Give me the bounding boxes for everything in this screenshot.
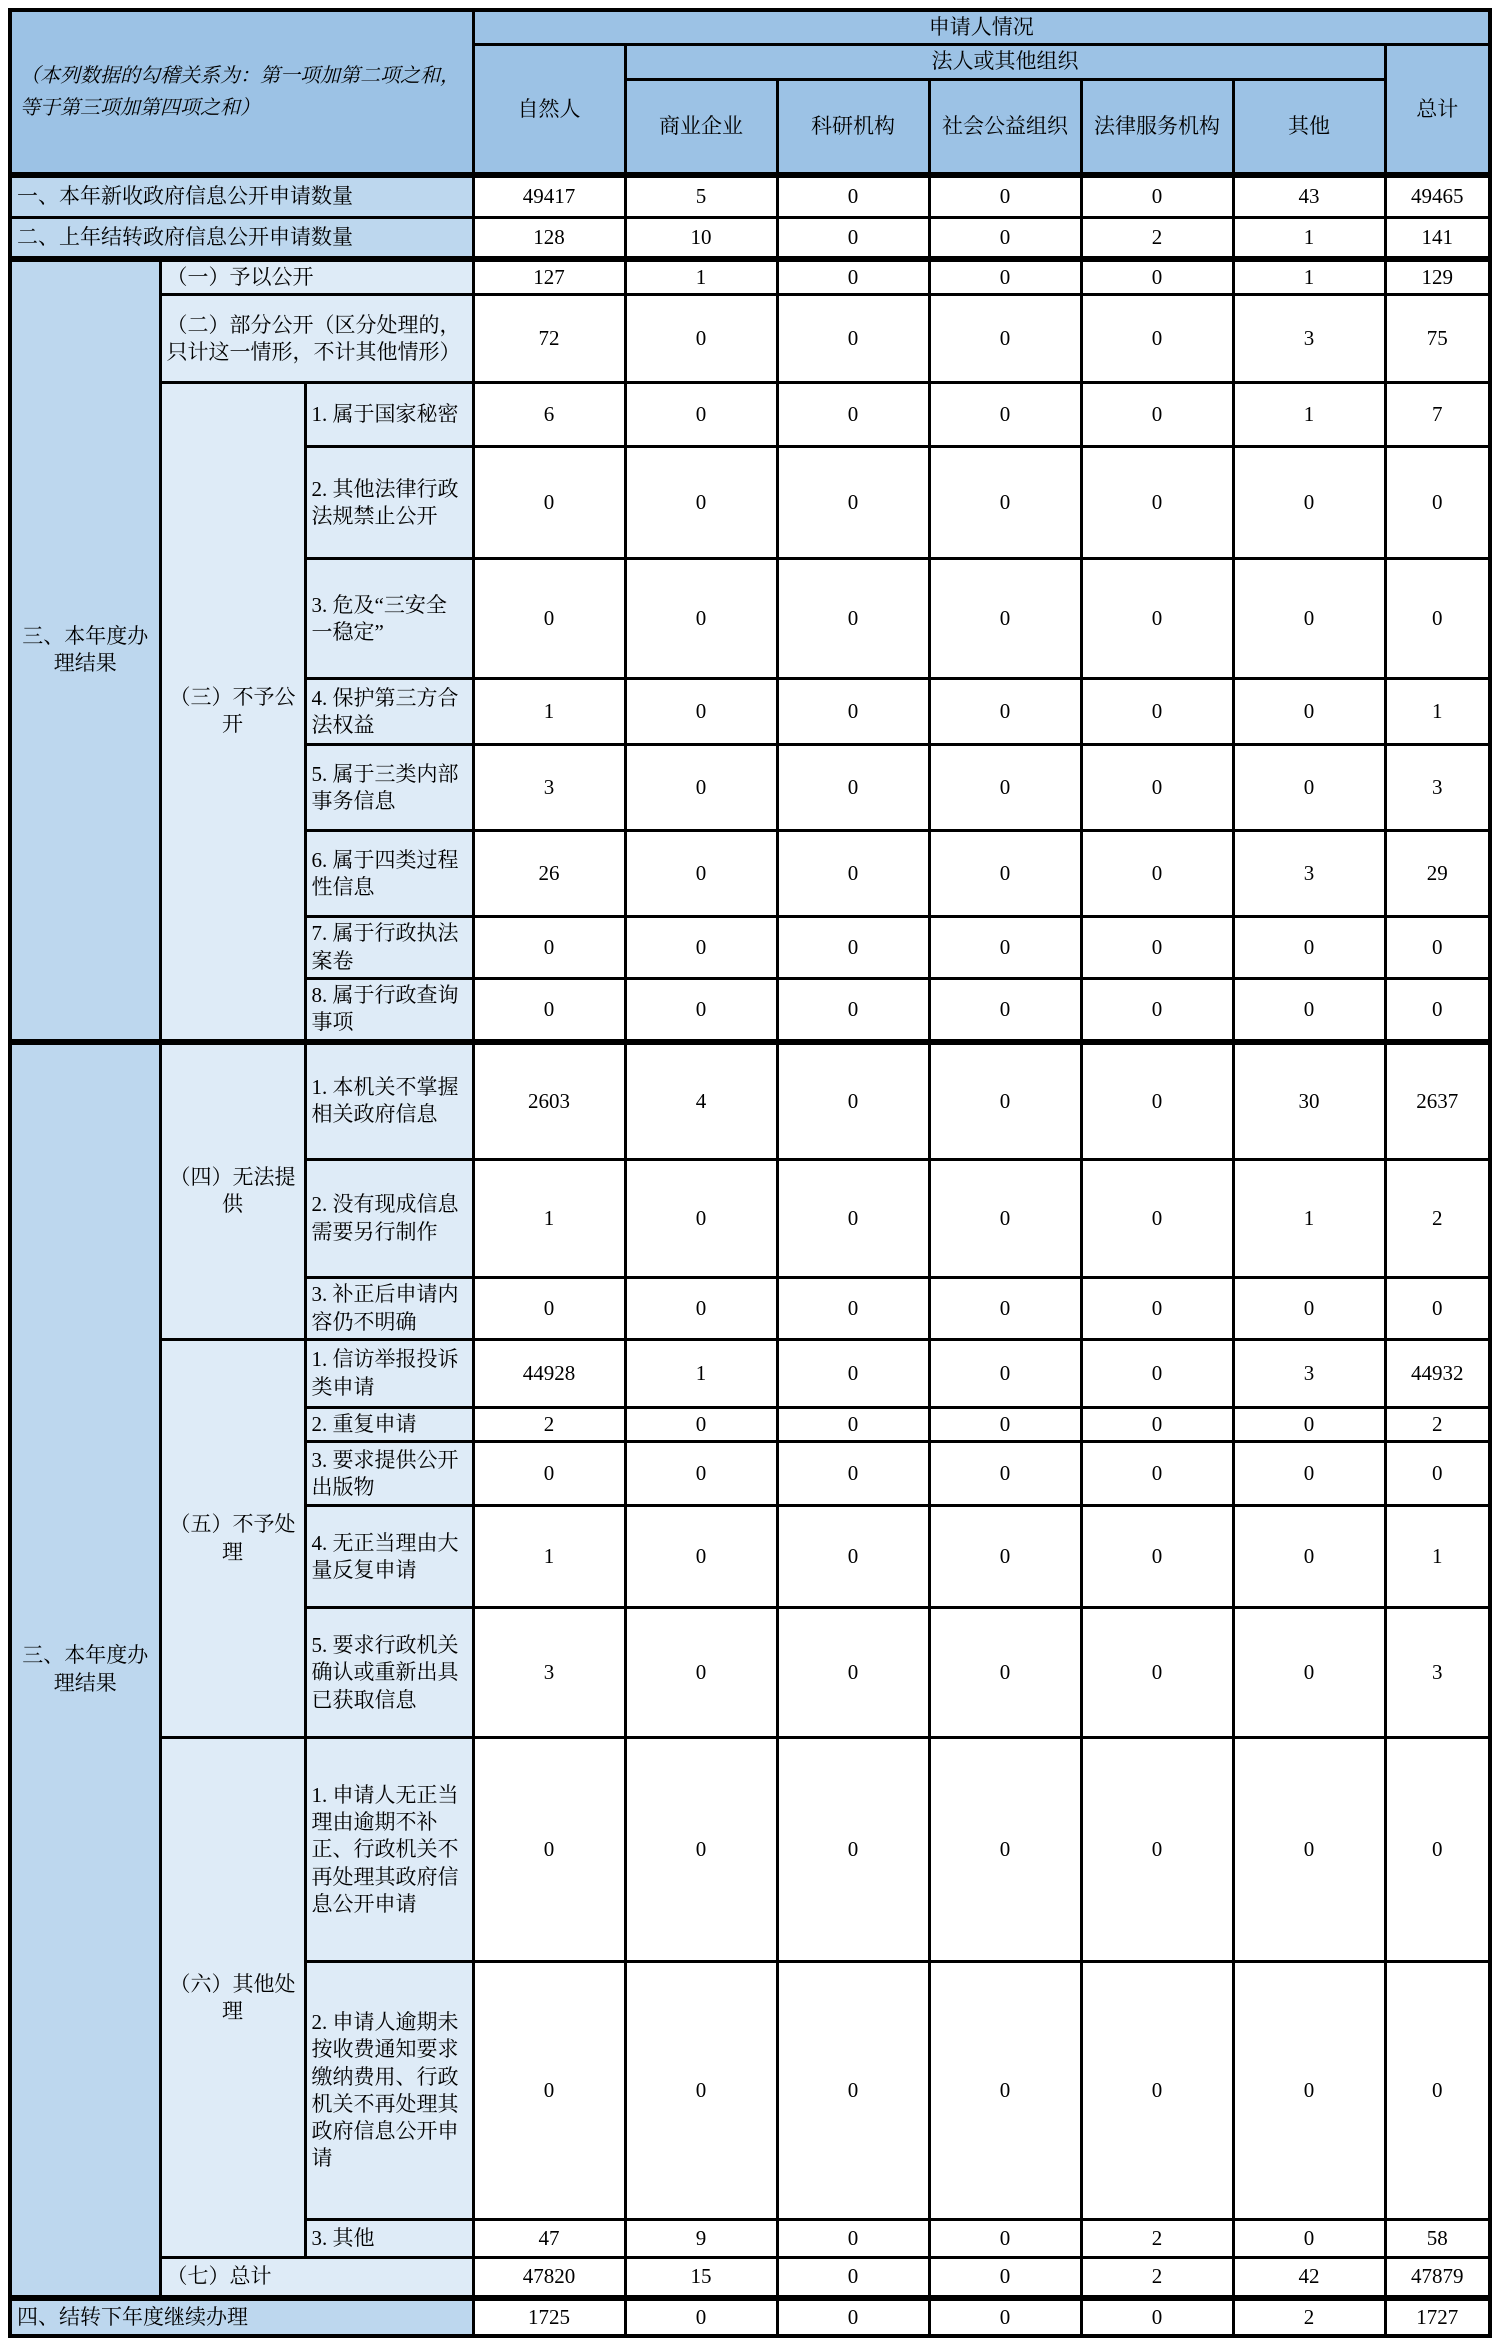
value-cell: 0 xyxy=(777,217,929,259)
value-cell: 2 xyxy=(473,1408,625,1442)
value-cell: 0 xyxy=(929,2220,1081,2258)
value-cell: 1727 xyxy=(1385,2298,1490,2336)
value-cell: 0 xyxy=(777,2220,929,2258)
value-cell: 0 xyxy=(473,447,625,559)
value-cell: 0 xyxy=(1385,1962,1490,2220)
label-section3-results-lower: 三、本年度办理结果 xyxy=(10,1042,160,2298)
value-cell: 47 xyxy=(473,2220,625,2258)
value-cell: 0 xyxy=(1081,1738,1233,1962)
value-cell: 0 xyxy=(1233,1738,1385,1962)
value-cell: 0 xyxy=(777,259,929,295)
value-cell: 0 xyxy=(777,295,929,383)
value-cell: 0 xyxy=(777,447,929,559)
value-cell: 1 xyxy=(1233,259,1385,295)
value-cell: 2637 xyxy=(1385,1042,1490,1160)
value-cell: 0 xyxy=(625,1962,777,2220)
value-cell: 0 xyxy=(777,1442,929,1506)
value-cell: 0 xyxy=(1233,745,1385,831)
value-cell: 0 xyxy=(1081,1278,1233,1340)
value-cell: 0 xyxy=(929,745,1081,831)
label-other-misc: 3. 其他 xyxy=(305,2220,473,2258)
value-cell: 0 xyxy=(625,447,777,559)
value-cell: 0 xyxy=(1233,1962,1385,2220)
value-cell: 0 xyxy=(929,217,1081,259)
value-cell: 0 xyxy=(1233,1408,1385,1442)
value-cell: 0 xyxy=(1233,679,1385,745)
value-cell: 49417 xyxy=(473,175,625,217)
value-cell: 127 xyxy=(473,259,625,295)
label-still-unclear-after-correction: 3. 补正后申请内容仍不明确 xyxy=(305,1278,473,1340)
label-enforcement-files: 7. 属于行政执法案卷 xyxy=(305,917,473,979)
value-cell: 0 xyxy=(929,295,1081,383)
value-cell: 0 xyxy=(473,917,625,979)
value-cell: 0 xyxy=(777,1738,929,1962)
value-cell: 30 xyxy=(1233,1042,1385,1160)
value-cell: 0 xyxy=(929,1962,1081,2220)
label-unable-to-provide: （四）无法提供 xyxy=(160,1042,305,1340)
value-cell: 0 xyxy=(777,383,929,447)
value-cell: 0 xyxy=(1081,1340,1233,1408)
value-cell: 0 xyxy=(473,1738,625,1962)
value-cell: 0 xyxy=(1233,978,1385,1041)
value-cell: 49465 xyxy=(1385,175,1490,217)
value-cell: 0 xyxy=(1081,745,1233,831)
value-cell: 5 xyxy=(625,175,777,217)
value-cell: 0 xyxy=(625,679,777,745)
value-cell: 1 xyxy=(625,259,777,295)
value-cell: 0 xyxy=(625,831,777,917)
value-cell: 0 xyxy=(929,559,1081,679)
label-law-prohibited: 2. 其他法律行政法规禁止公开 xyxy=(305,447,473,559)
value-cell: 15 xyxy=(625,2258,777,2298)
value-cell: 0 xyxy=(777,1608,929,1738)
value-cell: 43 xyxy=(1233,175,1385,217)
value-cell: 0 xyxy=(929,917,1081,979)
value-cell: 9 xyxy=(625,2220,777,2258)
value-cell: 0 xyxy=(1081,383,1233,447)
value-cell: 0 xyxy=(929,259,1081,295)
value-cell: 0 xyxy=(1081,295,1233,383)
label-other-processing: （六）其他处理 xyxy=(160,1738,305,2258)
value-cell: 0 xyxy=(929,1608,1081,1738)
gov-info-disclosure-table xyxy=(8,8,1492,2338)
value-cell: 0 xyxy=(1385,978,1490,1041)
value-cell: 0 xyxy=(1081,1160,1233,1278)
value-cell: 0 xyxy=(1385,1278,1490,1340)
value-cell: 0 xyxy=(929,679,1081,745)
label-process-info: 6. 属于四类过程性信息 xyxy=(305,831,473,917)
value-cell: 0 xyxy=(1081,1042,1233,1160)
value-cell: 0 xyxy=(1233,1506,1385,1608)
value-cell: 0 xyxy=(1081,917,1233,979)
value-cell: 2 xyxy=(1081,217,1233,259)
value-cell: 0 xyxy=(1081,831,1233,917)
value-cell: 0 xyxy=(929,831,1081,917)
value-cell: 2 xyxy=(1233,2298,1385,2336)
label-section-total: （七）总计 xyxy=(160,2258,473,2298)
value-cell: 26 xyxy=(473,831,625,917)
value-cell: 0 xyxy=(625,1442,777,1506)
value-cell: 0 xyxy=(1385,917,1490,979)
value-cell: 0 xyxy=(777,1340,929,1408)
value-cell: 0 xyxy=(777,1278,929,1340)
header-public-welfare-org: 社会公益组织 xyxy=(929,79,1081,175)
value-cell: 0 xyxy=(929,447,1081,559)
value-cell: 1 xyxy=(473,679,625,745)
value-cell: 1 xyxy=(473,1506,625,1608)
label-overdue-no-payment: 2. 申请人逾期未按收费通知要求缴纳费用、行政机关不再处理其政府信息公开申请 xyxy=(305,1962,473,2220)
value-cell: 1 xyxy=(1233,383,1385,447)
value-cell: 2 xyxy=(1385,1160,1490,1278)
value-cell: 0 xyxy=(625,2298,777,2336)
value-cell: 0 xyxy=(1081,1962,1233,2220)
value-cell: 0 xyxy=(1385,1738,1490,1962)
value-cell: 0 xyxy=(1385,1442,1490,1506)
value-cell: 0 xyxy=(625,1738,777,1962)
header-business-enterprise: 商业企业 xyxy=(625,79,777,175)
value-cell: 0 xyxy=(777,559,929,679)
value-cell: 0 xyxy=(625,1160,777,1278)
value-cell: 3 xyxy=(473,745,625,831)
label-overdue-no-correction: 1. 申请人无正当理由逾期不补正、行政机关不再处理其政府信息公开申请 xyxy=(305,1738,473,1962)
value-cell: 0 xyxy=(777,978,929,1041)
value-cell: 7 xyxy=(1385,383,1490,447)
value-cell: 0 xyxy=(929,1042,1081,1160)
value-cell: 58 xyxy=(1385,2220,1490,2258)
value-cell: 0 xyxy=(777,1506,929,1608)
value-cell: 0 xyxy=(1081,559,1233,679)
value-cell: 0 xyxy=(625,1506,777,1608)
value-cell: 0 xyxy=(777,917,929,979)
value-cell: 2 xyxy=(1385,1408,1490,1442)
label-partial-disclosure: （二）部分公开（区分处理的，只计这一情形，不计其他情形） xyxy=(160,295,473,383)
value-cell: 0 xyxy=(473,978,625,1041)
label-internal-affairs-info: 5. 属于三类内部事务信息 xyxy=(305,745,473,831)
header-other: 其他 xyxy=(1233,79,1385,175)
label-request-publications: 3. 要求提供公开出版物 xyxy=(305,1442,473,1506)
value-cell: 128 xyxy=(473,217,625,259)
value-cell: 1725 xyxy=(473,2298,625,2336)
value-cell: 0 xyxy=(1081,1506,1233,1608)
value-cell: 72 xyxy=(473,295,625,383)
label-admin-query-matters: 8. 属于行政查询事项 xyxy=(305,978,473,1041)
value-cell: 0 xyxy=(777,745,929,831)
value-cell: 0 xyxy=(1233,2220,1385,2258)
value-cell: 1 xyxy=(1385,679,1490,745)
value-cell: 0 xyxy=(1081,447,1233,559)
value-cell: 0 xyxy=(625,917,777,979)
value-cell: 0 xyxy=(1233,1608,1385,1738)
value-cell: 0 xyxy=(1233,447,1385,559)
value-cell: 0 xyxy=(625,295,777,383)
value-cell: 0 xyxy=(777,679,929,745)
value-cell: 1 xyxy=(1233,1160,1385,1278)
value-cell: 3 xyxy=(1385,745,1490,831)
label-no-existing-info: 2. 没有现成信息需要另行制作 xyxy=(305,1160,473,1278)
value-cell: 0 xyxy=(777,831,929,917)
value-cell: 0 xyxy=(777,1160,929,1278)
label-confirm-or-reissue-info: 5. 要求行政机关确认或重新出具已获取信息 xyxy=(305,1608,473,1738)
label-carry-to-next-year: 四、结转下年度继续办理 xyxy=(10,2298,473,2336)
value-cell: 0 xyxy=(929,1160,1081,1278)
value-cell: 0 xyxy=(1385,559,1490,679)
value-cell: 0 xyxy=(1081,1442,1233,1506)
label-denied-disclosure: （三）不予公开 xyxy=(160,383,305,1042)
value-cell: 75 xyxy=(1385,295,1490,383)
header-legal-service-org: 法律服务机构 xyxy=(1081,79,1233,175)
label-new-applications: 一、本年新收政府信息公开申请数量 xyxy=(10,175,473,217)
value-cell: 0 xyxy=(625,978,777,1041)
label-state-secret: 1. 属于国家秘密 xyxy=(305,383,473,447)
value-cell: 3 xyxy=(473,1608,625,1738)
value-cell: 0 xyxy=(929,1408,1081,1442)
label-repeat-application: 2. 重复申请 xyxy=(305,1408,473,1442)
value-cell: 29 xyxy=(1385,831,1490,917)
header-legal-or-other-org: 法人或其他组织 xyxy=(625,45,1385,79)
value-cell: 0 xyxy=(625,1408,777,1442)
header-total: 总计 xyxy=(1385,45,1490,175)
value-cell: 0 xyxy=(1081,2298,1233,2336)
label-third-party-rights: 4. 保护第三方合法权益 xyxy=(305,679,473,745)
value-cell: 0 xyxy=(625,1278,777,1340)
header-natural-person: 自然人 xyxy=(473,45,625,175)
value-cell: 0 xyxy=(473,559,625,679)
value-cell: 2 xyxy=(1081,2220,1233,2258)
value-cell: 2 xyxy=(1081,2258,1233,2298)
value-cell: 0 xyxy=(929,383,1081,447)
label-section3-results-upper: 三、本年度办理结果 xyxy=(10,259,160,1041)
value-cell: 0 xyxy=(929,2258,1081,2298)
label-endanger-security-stability: 3. 危及“三安全一稳定” xyxy=(305,559,473,679)
value-cell: 0 xyxy=(625,1608,777,1738)
value-cell: 0 xyxy=(1081,1408,1233,1442)
label-not-held-by-agency: 1. 本机关不掌握相关政府信息 xyxy=(305,1042,473,1160)
value-cell: 0 xyxy=(777,175,929,217)
reconciliation-note: （本列数据的勾稽关系为：第一项加第二项之和，等于第三项加第四项之和） xyxy=(10,10,473,175)
label-petition-complaint-type: 1. 信访举报投诉类申请 xyxy=(305,1340,473,1408)
value-cell: 0 xyxy=(929,175,1081,217)
value-cell: 0 xyxy=(1233,559,1385,679)
value-cell: 0 xyxy=(929,1738,1081,1962)
value-cell: 0 xyxy=(1081,978,1233,1041)
value-cell: 0 xyxy=(1233,1278,1385,1340)
value-cell: 0 xyxy=(473,1442,625,1506)
value-cell: 0 xyxy=(1081,259,1233,295)
value-cell: 0 xyxy=(777,2258,929,2298)
value-cell: 0 xyxy=(1233,1442,1385,1506)
value-cell: 47879 xyxy=(1385,2258,1490,2298)
value-cell: 44932 xyxy=(1385,1340,1490,1408)
value-cell: 0 xyxy=(473,1962,625,2220)
value-cell: 0 xyxy=(625,745,777,831)
value-cell: 0 xyxy=(625,559,777,679)
value-cell: 47820 xyxy=(473,2258,625,2298)
value-cell: 0 xyxy=(777,1408,929,1442)
value-cell: 0 xyxy=(929,1340,1081,1408)
value-cell: 0 xyxy=(625,383,777,447)
value-cell: 44928 xyxy=(473,1340,625,1408)
value-cell: 3 xyxy=(1233,831,1385,917)
value-cell: 3 xyxy=(1385,1608,1490,1738)
label-unjustified-repeated-requests: 4. 无正当理由大量反复申请 xyxy=(305,1506,473,1608)
label-granted-disclosure: （一）予以公开 xyxy=(160,259,473,295)
value-cell: 0 xyxy=(1081,1608,1233,1738)
value-cell: 1 xyxy=(625,1340,777,1408)
value-cell: 129 xyxy=(1385,259,1490,295)
value-cell: 0 xyxy=(473,1278,625,1340)
value-cell: 0 xyxy=(1385,447,1490,559)
value-cell: 3 xyxy=(1233,295,1385,383)
header-research-institution: 科研机构 xyxy=(777,79,929,175)
value-cell: 0 xyxy=(929,1506,1081,1608)
value-cell: 0 xyxy=(777,1962,929,2220)
value-cell: 10 xyxy=(625,217,777,259)
value-cell: 42 xyxy=(1233,2258,1385,2298)
value-cell: 141 xyxy=(1385,217,1490,259)
value-cell: 0 xyxy=(777,1042,929,1160)
label-not-processed: （五）不予处理 xyxy=(160,1340,305,1738)
value-cell: 0 xyxy=(929,1278,1081,1340)
value-cell: 2603 xyxy=(473,1042,625,1160)
value-cell: 0 xyxy=(1233,917,1385,979)
label-carried-over-applications: 二、上年结转政府信息公开申请数量 xyxy=(10,217,473,259)
value-cell: 1 xyxy=(1233,217,1385,259)
value-cell: 6 xyxy=(473,383,625,447)
header-applicant-situation: 申请人情况 xyxy=(473,10,1490,45)
value-cell: 0 xyxy=(777,2298,929,2336)
value-cell: 0 xyxy=(1081,175,1233,217)
value-cell: 3 xyxy=(1233,1340,1385,1408)
value-cell: 1 xyxy=(1385,1506,1490,1608)
value-cell: 1 xyxy=(473,1160,625,1278)
value-cell: 0 xyxy=(929,1442,1081,1506)
value-cell: 4 xyxy=(625,1042,777,1160)
value-cell: 0 xyxy=(1081,679,1233,745)
value-cell: 0 xyxy=(929,978,1081,1041)
value-cell: 0 xyxy=(929,2298,1081,2336)
